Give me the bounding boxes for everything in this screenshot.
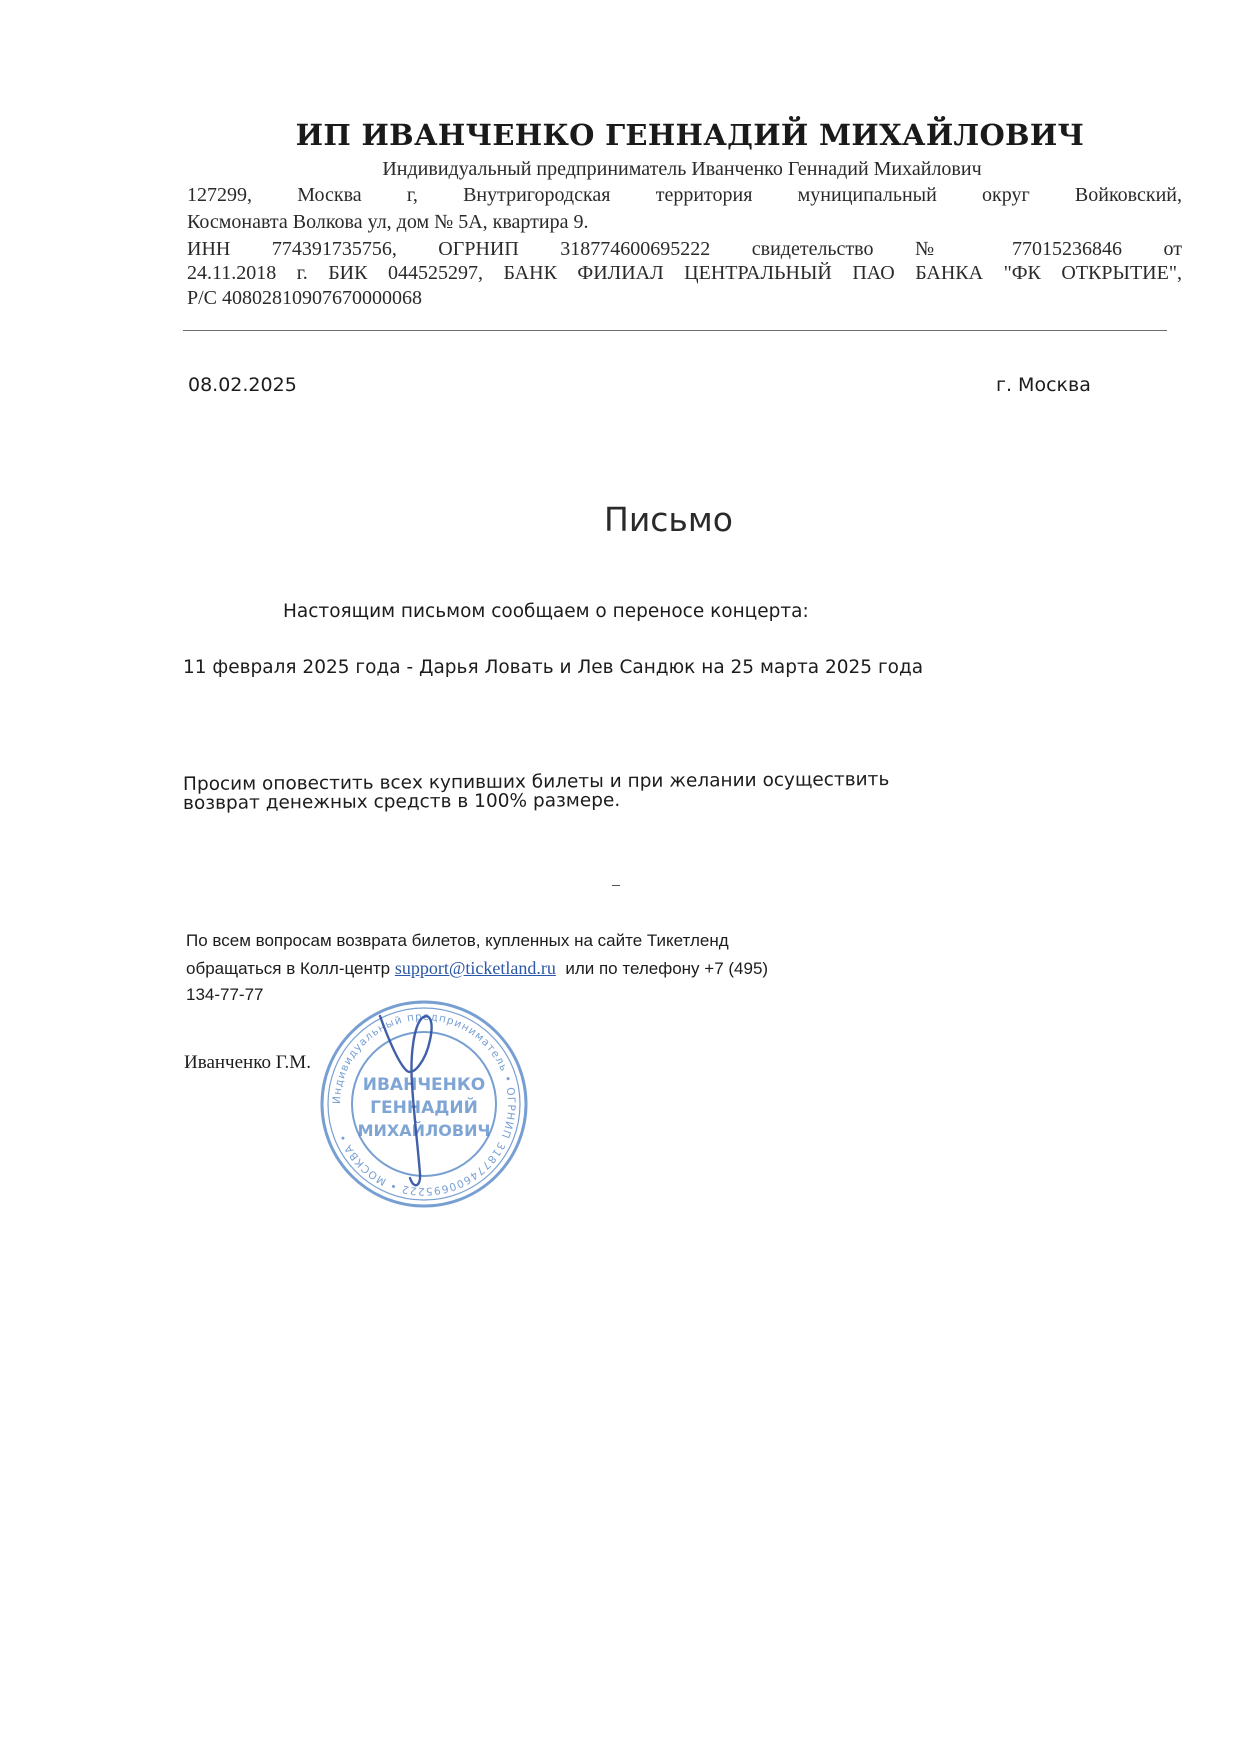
company-requisites-line-1: ИНН 774391735756, ОГРНИП 318774600695222 свидетельство № 77015236846 от xyxy=(187,238,1182,260)
refund-request-line-1: Просим оповестить всех купивших билеты и при желании осуществить xyxy=(182,769,890,795)
stamp-ring-text: Индивидуальный предприниматель • ОГРНИП 318774600695222 • МОСКВА • xyxy=(330,1010,518,1198)
scan-mark xyxy=(612,885,620,886)
refund-request-line-2: возврат денежных средств в 100% размере. xyxy=(182,789,621,814)
company-address-line-2: Космонавта Волкова ул, дом № 5А, квартира 9. xyxy=(187,211,589,233)
event-postponement: 11 февраля 2025 года - Дарья Ловать и Лев Сандюк на 25 марта 2025 года xyxy=(183,657,924,678)
company-subtitle: Индивидуальный предприниматель Иванченко Геннадий Михайлович xyxy=(382,158,982,180)
stamp-name-line-1: ИВАНЧЕНКО xyxy=(362,1075,486,1095)
contact-line-2 xyxy=(186,958,768,979)
company-requisites-line-2: 24.11.2018 г. БИК 044525297, БАНК ФИЛИАЛ ЦЕНТРАЛЬНЫЙ ПАО БАНКА "ФК ОТКРЫТИЕ", xyxy=(187,262,1182,284)
signatory-name: Иванченко Г.М. xyxy=(184,1052,311,1073)
support-email-link[interactable]: support@ticketland.ru xyxy=(394,958,556,978)
seal-stamp xyxy=(318,998,530,1210)
contact-phone: 134-77-77 xyxy=(186,985,264,1004)
letter-date: 08.02.2025 xyxy=(188,374,297,396)
stamp-name-line-2: ГЕННАДИЙ xyxy=(370,1098,478,1118)
company-requisites-line-3: Р/С 40802810907670000068 xyxy=(187,287,423,309)
contact-suffix: или по телефону +7 (495) xyxy=(565,959,769,978)
stamp-name-line-3: МИХАЙЛОВИЧ xyxy=(357,1121,491,1140)
letter-intro: Настоящим письмом сообщаем о переносе концерта: xyxy=(283,601,809,622)
letter-title: Письмо xyxy=(604,500,733,539)
company-title: ИП ИВАНЧЕНКО ГЕННАДИЙ МИХАЙЛОВИЧ xyxy=(295,118,1085,152)
header-divider xyxy=(183,330,1167,331)
company-address-line-1: 127299, Москва г, Внутригородская территория муниципальный округ Войковский, xyxy=(187,184,1182,206)
contact-prefix: обращаться в Колл-центр xyxy=(186,959,391,978)
letter-city: г. Москва xyxy=(996,374,1091,396)
contact-line-1: По всем вопросам возврата билетов, купленных на сайте Тикетленд xyxy=(186,931,729,950)
